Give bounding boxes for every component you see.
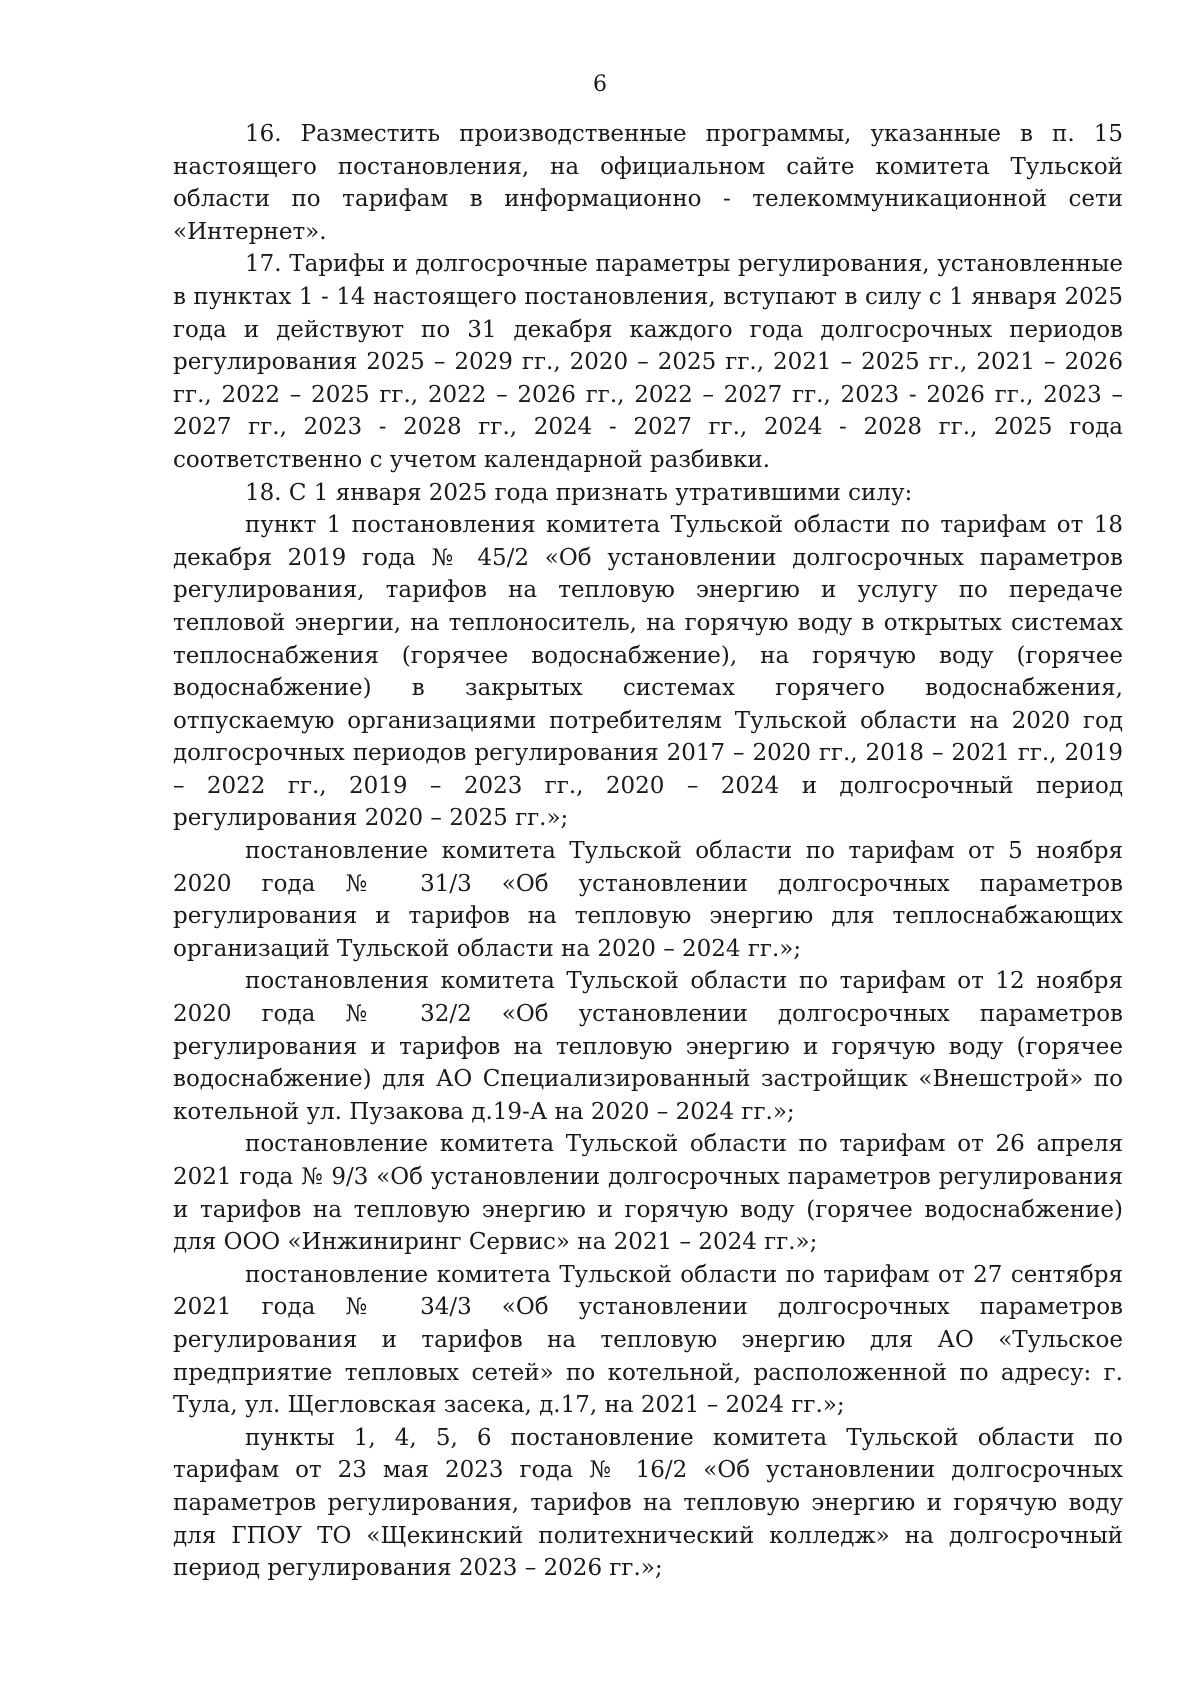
paragraph-18: 18. С 1 января 2025 года признать утратившими силу: [245, 479, 913, 506]
document-body [173, 118, 1123, 1585]
repealed-item-6: пункты 1, 4, 5, 6 постановление комитета Тульской области по тарифам от 23 мая 2023 года № 16/2 «Об установлении долгосрочных параметров регулирования, тарифов на тепловую энергию и горячую воду для ГПОУ ТО «Щекинский политехнический колледж» на долгосрочный период регулирования 2023 – 2026 гг.»; [173, 1424, 1123, 1582]
page-number: 6 [593, 72, 607, 97]
repealed-item-4: постановление комитета Тульской области по тарифам от 26 апреля 2021 года № 9/3 «Об установлении долгосрочных параметров регулирования и тарифов на тепловую энергию и горячую воду (горячее водоснабжение) для ООО «Инжиниринг Сервис» на 2021 – 2024 гг.»; [173, 1131, 1123, 1256]
repealed-item-5: постановление комитета Тульской области по тарифам от 27 сентября 2021 года № 34/3 «Об установлении долгосрочных параметров регулирования и тарифов на тепловую энергию для АО «Тульское предприятие тепловых сетей» по котельной, расположенной по адресу: г. Тула, ул. Щегловская засека, д.17, на 2021 – 2024 гг.»; [173, 1261, 1123, 1419]
repealed-item-2: постановление комитета Тульской области по тарифам от 5 ноября 2020 года № 31/3 «Об установлении долгосрочных параметров регулирования и тарифов на тепловую энергию для теплоснабжающих организаций Тульской области на 2020 – 2024 гг.»; [173, 838, 1123, 962]
paragraph-16: 16. Разместить производственные программы, указанные в п. 15 настоящего постановления, на официальном сайте комитета Тульской области по тарифам в информационно - телекоммуникационной сети «Интернет». [173, 121, 1123, 245]
paragraph-17: 17. Тарифы и долгосрочные параметры регулирования, установленные в пунктах 1 - 14 настоящего постановления, вступают в силу с 1 января 2025 года и действуют по 31 декабря каждого года долгосрочных периодов регулирования 2025 – 2029 гг., 2020 – 2025 гг., 2021 – 2025 гг., 2021 – 2026 гг., 2022 – 2025 гг., 2022 – 2026 гг., 2022 – 2027 гг., 2023 - 2026 гг., 2023 – 2027 гг., 2023 - 2028 гг., 2024 - 2027 гг., 2024 - 2028 гг., 2025 года соответственно с учетом календарной разбивки. [173, 251, 1123, 473]
repealed-item-1: пункт 1 постановления комитета Тульской области по тарифам от 18 декабря 2019 года № 45/2 «Об установлении долгосрочных параметров регулирования, тарифов на тепловую энергию и услугу по передаче тепловой энергии, на теплоноситель, на горячую воду в открытых системах теплоснабжения (горячее водоснабжение), на горячую воду (горячее водоснабжение) в закрытых системах горячего водоснабжения, отпускаемую организациями потребителям Тульской области на 2020 год долгосрочных периодов регулирования 2017 – 2020 гг., 2018 – 2021 гг., 2019 – 2022 гг., 2019 – 2023 гг., 2020 – 2024 и долгосрочный период регулирования 2020 – 2025 гг.»; [173, 512, 1123, 832]
repealed-item-3: постановления комитета Тульской области по тарифам от 12 ноября 2020 года № 32/2 «Об установлении долгосрочных параметров регулирования и тарифов на тепловую энергию и горячую воду (горячее водоснабжение) для АО Специализированный застройщик «Внешстрой» по котельной ул. Пузакова д.19-А на 2020 – 2024 гг.»; [173, 968, 1123, 1125]
